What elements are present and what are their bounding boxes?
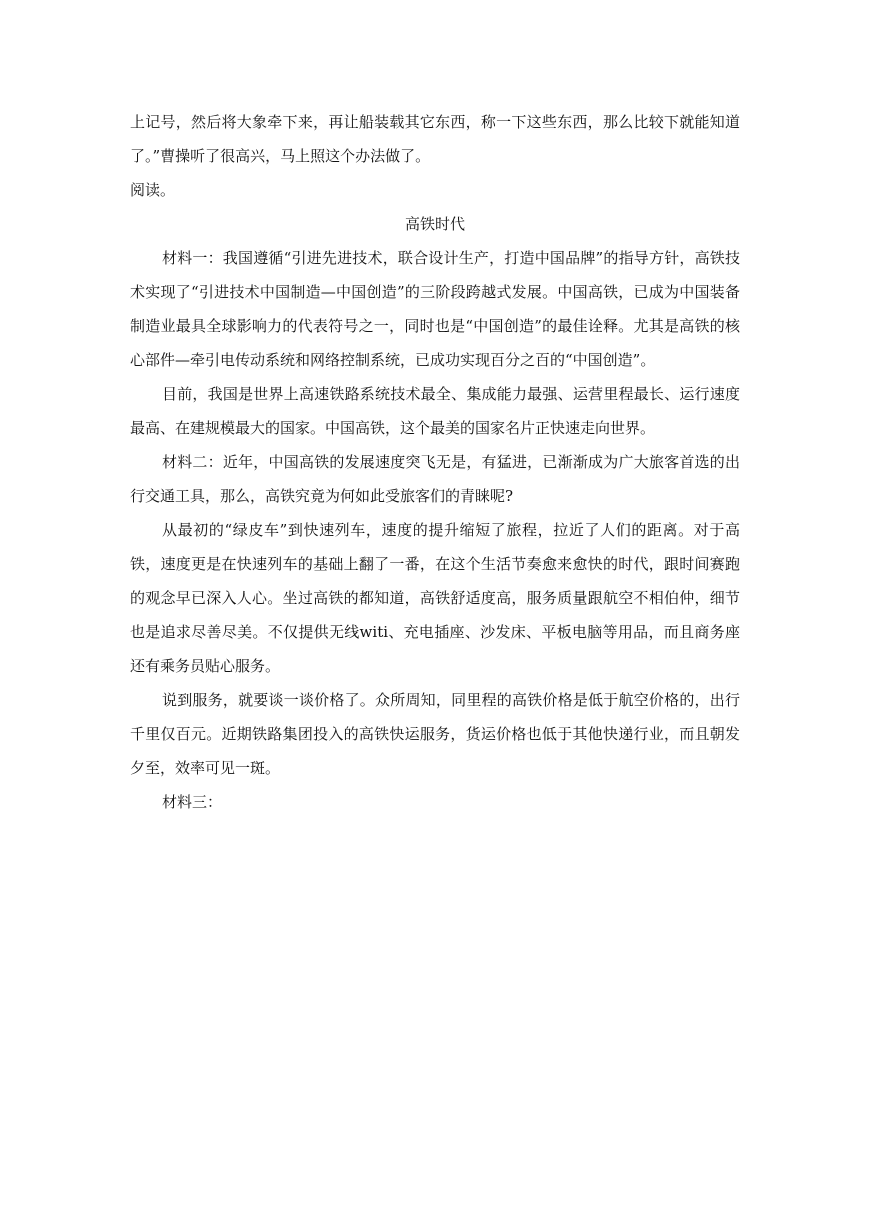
material-2-paragraph-2: 从最初的“绿皮车”到快速列车，速度的提升缩短了旅程，拉近了人们的距离。对于高铁，速度更是在快速列车的基础上翻了一番，在这个生活节奏愈来愈快的时代，跟时间赛跑的观念早已深入人心。坐过高铁的都知道，高铁舒适度高，服务质量跟航空不相伯仲，细节也是追求尽善尽美。不仅提供无线witi、充电插座、沙发床、平板电脑等用品，而且商务座还有乘务员贴心服务。 xyxy=(130,521,740,675)
material-3-label: 材料三： xyxy=(162,793,223,811)
material-2-paragraph-3: 说到服务，就要谈一谈价格了。众所周知，同里程的高铁价格是低于航空价格的，出行千里仅百元。近期铁路集团投入的高铁快运服务，货运价格也低于其他快递行业，而且朝发夕至，效率可见一斑。 xyxy=(130,691,740,777)
document-body xyxy=(130,105,740,819)
article-title: 高铁时代 xyxy=(404,215,465,233)
instruction-read: 阅读。 xyxy=(130,181,176,199)
paragraph-intro-continuation: 上记号，然后将大象牵下来，再让船装载其它东西，称一下这些东西，那么比较下就能知道了。”曹操听了很高兴，马上照这个办法做了。 xyxy=(130,113,740,165)
material-2-paragraph-1: 材料二：近年，中国高铁的发展速度突飞无是，有猛进，已渐渐成为广大旅客首选的出行交通工具，那么，高铁究竟为何如此受旅客们的青睐呢? xyxy=(130,453,740,505)
material-1-paragraph-1: 材料一：我国遵循“引进先进技术，联合设计生产，打造中国品牌”的指导方针，高铁技术实现了“引进技术中国制造—中国创造”的三阶段跨越式发展。中国高铁，已成为中国装备制造业最具全球影响力的代表符号之一，同时也是“中国创造”的最佳诠释。尤其是高铁的核心部件—牵引电传动系统和网络控制系统，已成功实现百分之百的“中国创造”。 xyxy=(130,249,740,369)
material-1-paragraph-2: 目前，我国是世界上高速铁路系统技术最全、集成能力最强、运营里程最长、运行速度最高、在建规模最大的国家。中国高铁，这个最美的国家名片正快速走向世界。 xyxy=(130,385,740,437)
